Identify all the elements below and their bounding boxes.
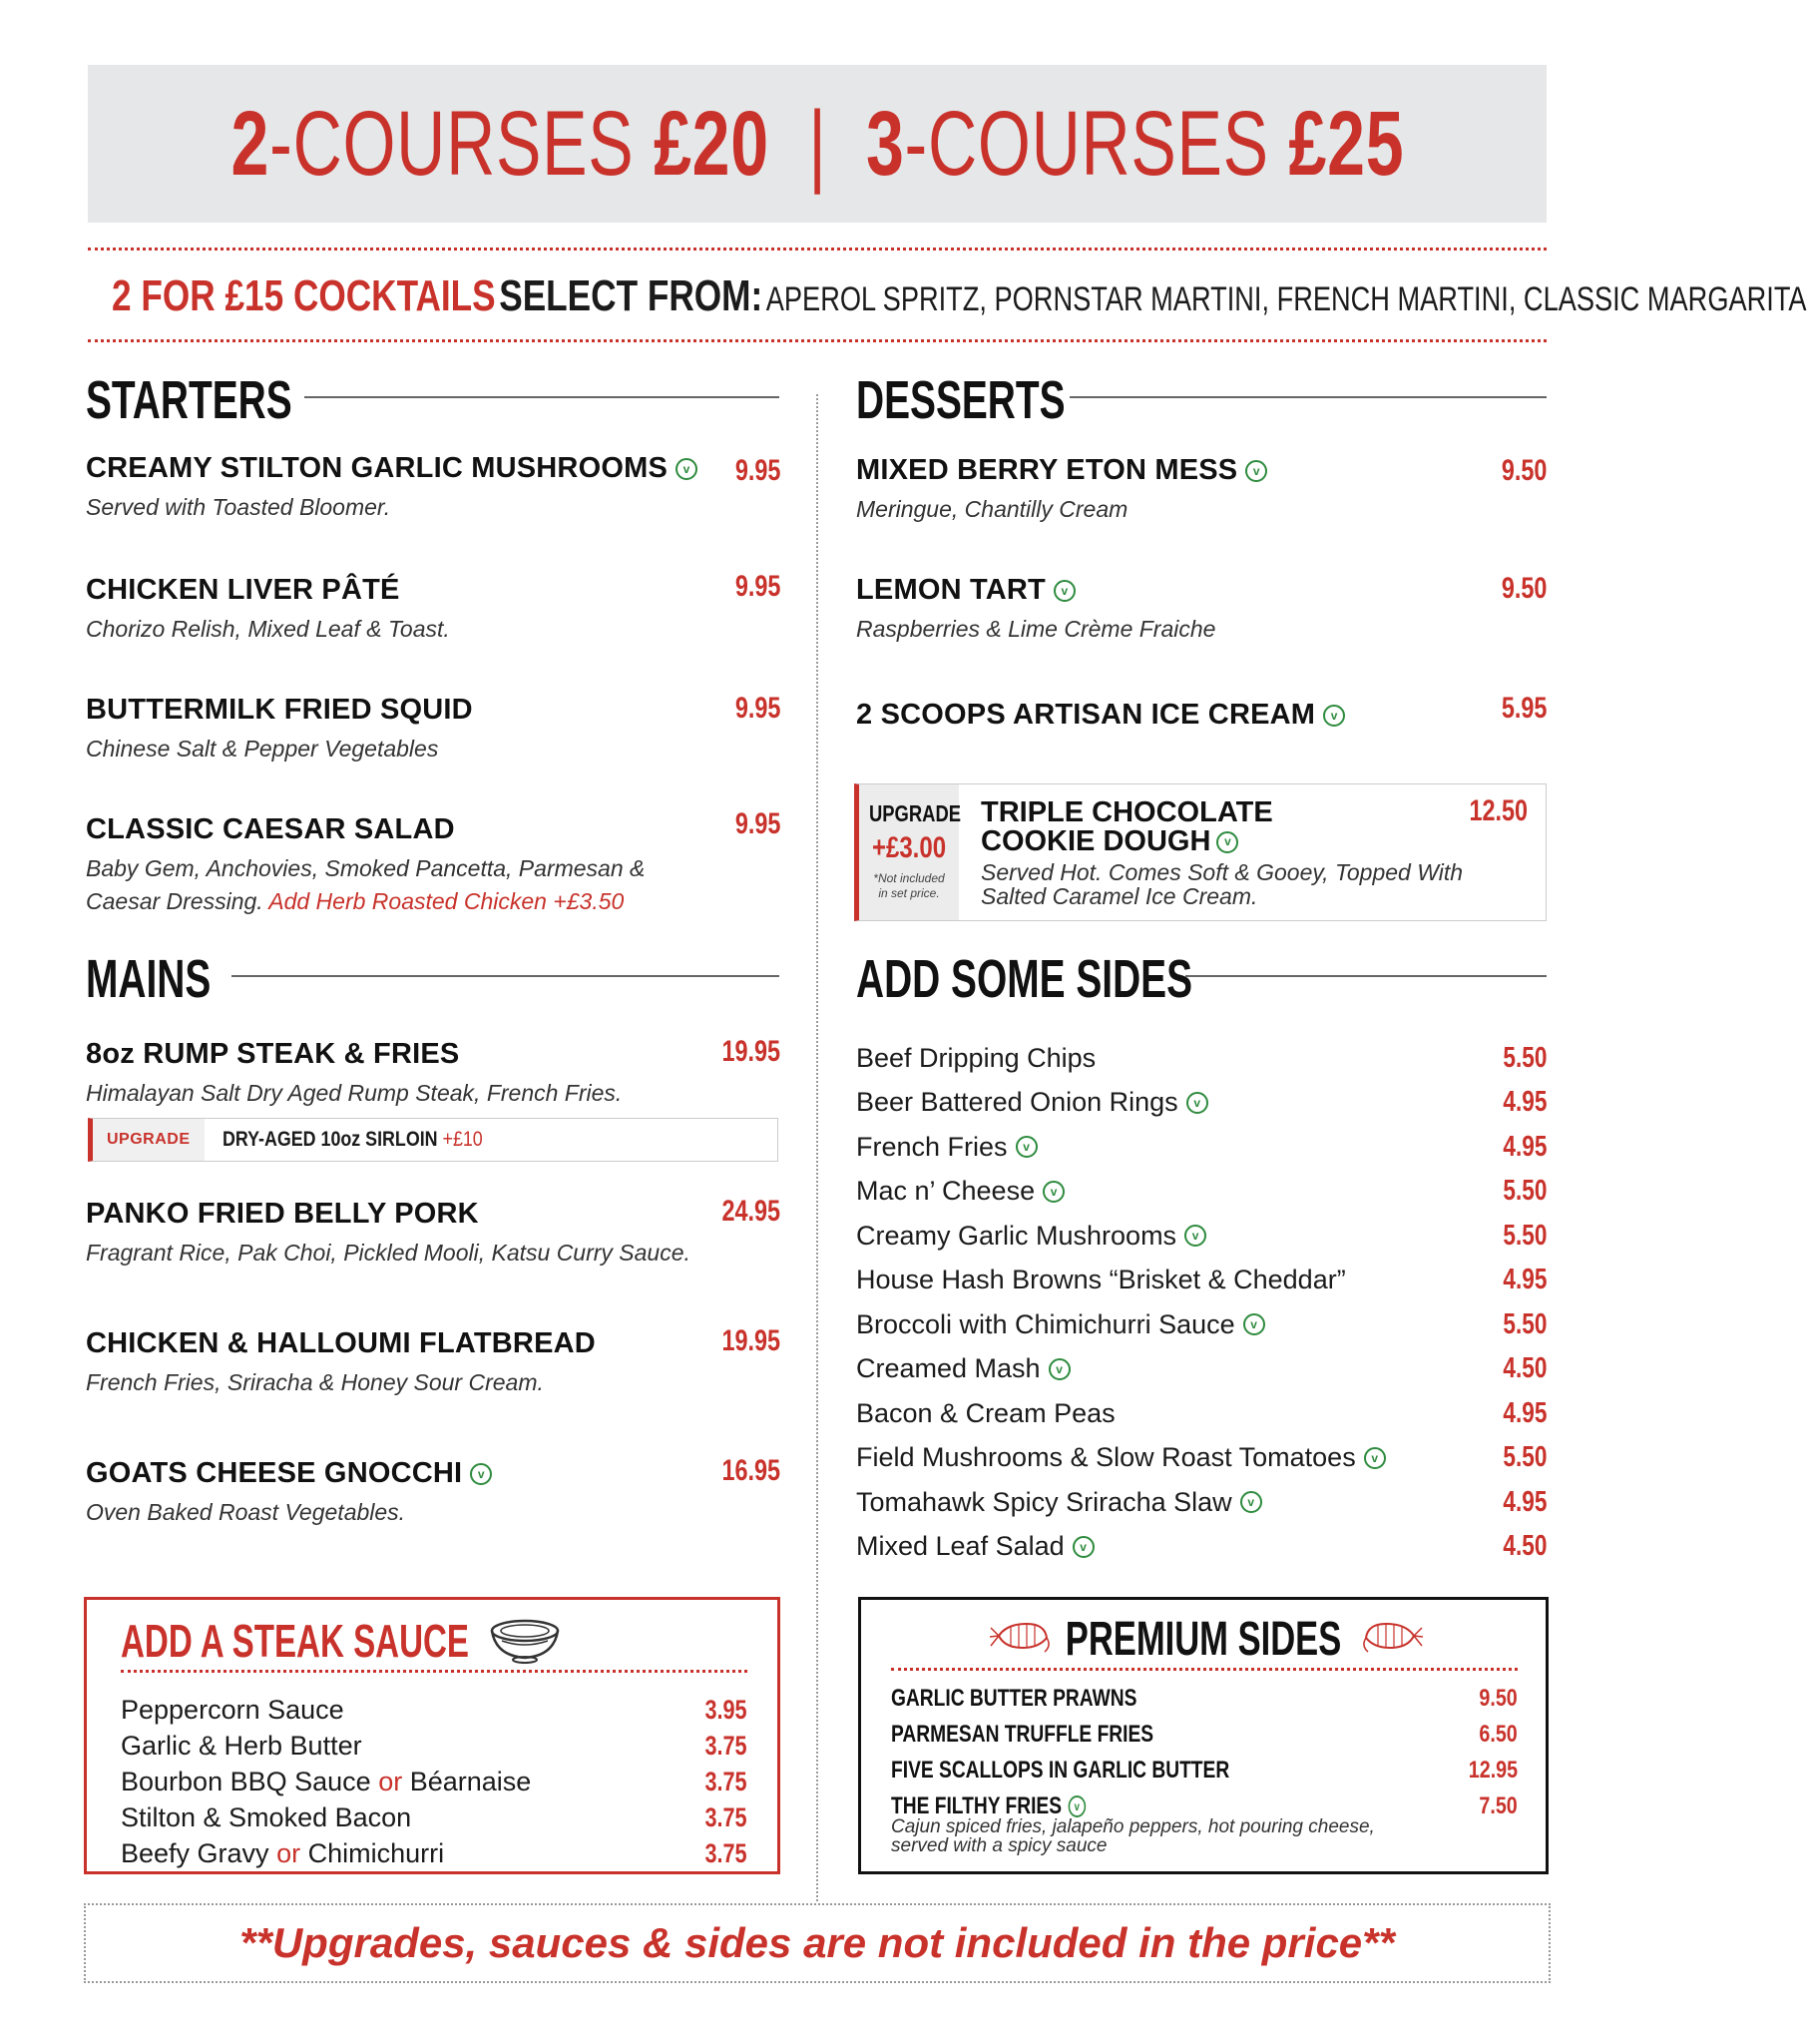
mains-heading: MAINS [86, 949, 212, 1009]
upgrade-text: DRY-AGED 10oz SIRLOIN +£10 [222, 1128, 483, 1151]
starters-heading: STARTERS [86, 370, 292, 430]
menu-item: 8oz RUMP STEAK & FRIES Himalayan Salt Dry Aged Rump Steak, French Fries. [86, 1038, 623, 1106]
sauce-row: Beefy Gravy or Chimichurri 3.75 [121, 1837, 747, 1868]
upgrade-tag: UPGRADE [93, 1119, 205, 1161]
side-row [856, 1083, 1547, 1123]
side-row [856, 1438, 1547, 1478]
menu-item: CHICKEN & HALLOUMI FLATBREAD French Fries, Sriracha & Honey Sour Cream. [86, 1327, 596, 1395]
side-row [856, 1482, 1547, 1522]
premium-side-row: PARMESAN TRUFFLE FRIES 6.50 [891, 1721, 1518, 1748]
item-price: 9.95 [734, 454, 780, 487]
side-name: Broccoli with Chimichurri Sauce v [856, 1309, 1265, 1340]
menu-item: 2 SCOOPS ARTISAN ICE CREAM v [856, 699, 1345, 732]
sauce-row: Garlic & Herb Butter 3.75 [121, 1730, 747, 1761]
side-name: Mac n’ Cheese v [856, 1176, 1065, 1207]
vegetarian-icon: v [1068, 1795, 1086, 1817]
desserts-heading: DESSERTS [856, 370, 1066, 430]
side-price: 4.95 [1502, 1086, 1547, 1118]
item-price: 5.95 [1501, 692, 1547, 725]
menu-item: CHICKEN LIVER PÂTÉ Chorizo Relish, Mixed Leaf & Toast. [86, 574, 450, 642]
premium-side-row: FIVE SCALLOPS IN GARLIC BUTTER 12.95 [891, 1757, 1518, 1784]
prawn-icon [1360, 1618, 1424, 1656]
sides-heading: ADD SOME SIDES [856, 949, 1193, 1009]
vegetarian-icon: v [1043, 1181, 1065, 1203]
steak-sauce-box [84, 1597, 780, 1874]
side-price: 4.95 [1502, 1264, 1547, 1295]
vegetarian-icon: v [1073, 1536, 1095, 1558]
cocktail-offer: 2 FOR £15 COCKTAILS SELECT FROM: APEROL SPRITZ, PORNSTAR MARTINI, FRENCH MARTINI, CLASSIC MARGARITA [112, 271, 1807, 320]
price-banner [88, 65, 1547, 223]
divider-dotted [88, 248, 1547, 251]
side-name: Creamed Mash v [856, 1353, 1071, 1384]
steak-sauce-heading: ADD A STEAK SAUCE [121, 1615, 470, 1667]
vegetarian-icon: v [1184, 1225, 1206, 1247]
side-price: 4.50 [1502, 1352, 1547, 1384]
side-row [856, 1216, 1547, 1256]
side-row [856, 1349, 1547, 1389]
menu-item: LEMON TART v Raspberries & Lime Crème Fraiche [856, 574, 1216, 642]
item-price: 9.95 [734, 570, 780, 603]
side-name: Field Mushrooms & Slow Roast Tomatoes v [856, 1442, 1386, 1473]
item-price: 9.95 [734, 807, 780, 840]
vegetarian-icon: v [1216, 831, 1238, 853]
menu-item: PANKO FRIED BELLY PORK Fragrant Rice, Pak Choi, Pickled Mooli, Katsu Curry Sauce. [86, 1198, 690, 1266]
vegetarian-icon: v [1054, 580, 1076, 602]
vegetarian-icon: v [1049, 1358, 1071, 1380]
side-name: Creamy Garlic Mushrooms v [856, 1221, 1206, 1252]
menu-item: CREAMY STILTON GARLIC MUSHROOMS v Served with Toasted Bloomer. [86, 452, 697, 524]
heading-rule [1070, 396, 1547, 398]
vegetarian-icon: v [676, 458, 697, 480]
side-price: 5.50 [1502, 1307, 1547, 1340]
vegetarian-icon: v [1016, 1136, 1038, 1158]
sauce-row: Bourbon BBQ Sauce or Béarnaise 3.75 [121, 1766, 747, 1796]
heading-rule [231, 975, 779, 977]
item-price: 24.95 [721, 1195, 780, 1228]
menu-item: BUTTERMILK FRIED SQUID Chinese Salt & Pepper Vegetables [86, 694, 473, 762]
side-price: 5.50 [1502, 1441, 1547, 1473]
sauce-bowl-icon [488, 1616, 562, 1664]
sauce-row: Stilton & Smoked Bacon 3.75 [121, 1801, 747, 1832]
side-price: 5.50 [1502, 1219, 1547, 1252]
side-name: Bacon & Cream Peas [856, 1397, 1116, 1428]
item-price: 9.95 [734, 692, 780, 725]
side-row [856, 1393, 1547, 1433]
steak-upgrade-banner [88, 1118, 778, 1162]
side-row [856, 1127, 1547, 1167]
upgrade-item-desc: Served Hot. Comes Soft & Gooey, Topped With Salted Caramel Ice Cream. [981, 859, 1464, 909]
item-price: 16.95 [721, 1454, 780, 1487]
premium-side-row: THE FILTHY FRIES v 7.50 [891, 1792, 1518, 1819]
side-name: French Fries v [856, 1132, 1038, 1163]
column-divider [816, 394, 818, 1901]
banner-text: 2-COURSES £20 | 3-COURSES £25 [230, 92, 1404, 195]
side-price: 4.50 [1502, 1530, 1547, 1562]
side-row [856, 1304, 1547, 1344]
side-row [856, 1261, 1547, 1300]
item-description: Cajun spiced fries, jalapeño peppers, hot pouring cheese, served with a spicy sauce [891, 1816, 1375, 1856]
side-row [856, 1038, 1547, 1078]
side-price: 5.50 [1502, 1041, 1547, 1074]
menu-item: GOATS CHEESE GNOCCHI v Oven Baked Roast Vegetables. [86, 1457, 492, 1529]
vegetarian-icon: v [1323, 705, 1345, 727]
side-price: 4.95 [1502, 1485, 1547, 1518]
side-name: Beef Dripping Chips [856, 1042, 1097, 1073]
heading-rule [1185, 975, 1547, 977]
vegetarian-icon: v [1240, 1491, 1262, 1513]
side-name: Mixed Leaf Salad v [856, 1531, 1095, 1562]
sauce-row: Peppercorn Sauce 3.95 [121, 1694, 747, 1725]
side-price: 4.95 [1502, 1130, 1547, 1163]
premium-sides-box [858, 1597, 1549, 1874]
heading-rule [304, 396, 779, 398]
side-price: 4.95 [1502, 1396, 1547, 1429]
footer-notice: **Upgrades, sauces & sides are not included in the price** [84, 1903, 1551, 1983]
menu-item: MIXED BERRY ETON MESS v Meringue, Chantilly Cream [856, 454, 1267, 526]
upgrade-tag: UPGRADE +£3.00 *Not included in set price. [859, 784, 959, 920]
side-name: Tomahawk Spicy Sriracha Slaw v [856, 1487, 1262, 1518]
side-name: House Hash Browns “Brisket & Cheddar” [856, 1265, 1346, 1294]
item-price: 9.50 [1501, 454, 1547, 487]
menu-item: CLASSIC CAESAR SALAD Baby Gem, Anchovies, Smoked Pancetta, Parmesan & Caesar Dressing. Add Herb Roasted Chicken +£3.50 [86, 813, 646, 914]
dessert-upgrade-box [854, 783, 1547, 921]
upgrade-item-name: TRIPLE CHOCOLATE COOKIE DOUGH v [981, 796, 1273, 857]
side-price: 5.50 [1502, 1175, 1547, 1207]
item-price: 12.50 [1469, 794, 1528, 827]
vegetarian-icon: v [1364, 1447, 1386, 1469]
side-name: Beer Battered Onion Rings v [856, 1087, 1208, 1118]
vegetarian-icon: v [470, 1463, 492, 1485]
side-row [856, 1172, 1547, 1212]
item-price: 19.95 [721, 1324, 780, 1357]
divider-dotted [121, 1670, 747, 1673]
divider-dotted [88, 339, 1547, 342]
vegetarian-icon: v [1245, 460, 1267, 482]
premium-sides-heading: PREMIUM SIDES [1065, 1613, 1342, 1666]
item-price: 19.95 [721, 1035, 780, 1068]
item-price: 9.50 [1501, 572, 1547, 605]
premium-side-row: GARLIC BUTTER PRAWNS 9.50 [891, 1685, 1518, 1712]
vegetarian-icon: v [1243, 1313, 1265, 1335]
side-row [856, 1527, 1547, 1567]
vegetarian-icon: v [1186, 1092, 1208, 1114]
divider-dotted [891, 1668, 1518, 1671]
